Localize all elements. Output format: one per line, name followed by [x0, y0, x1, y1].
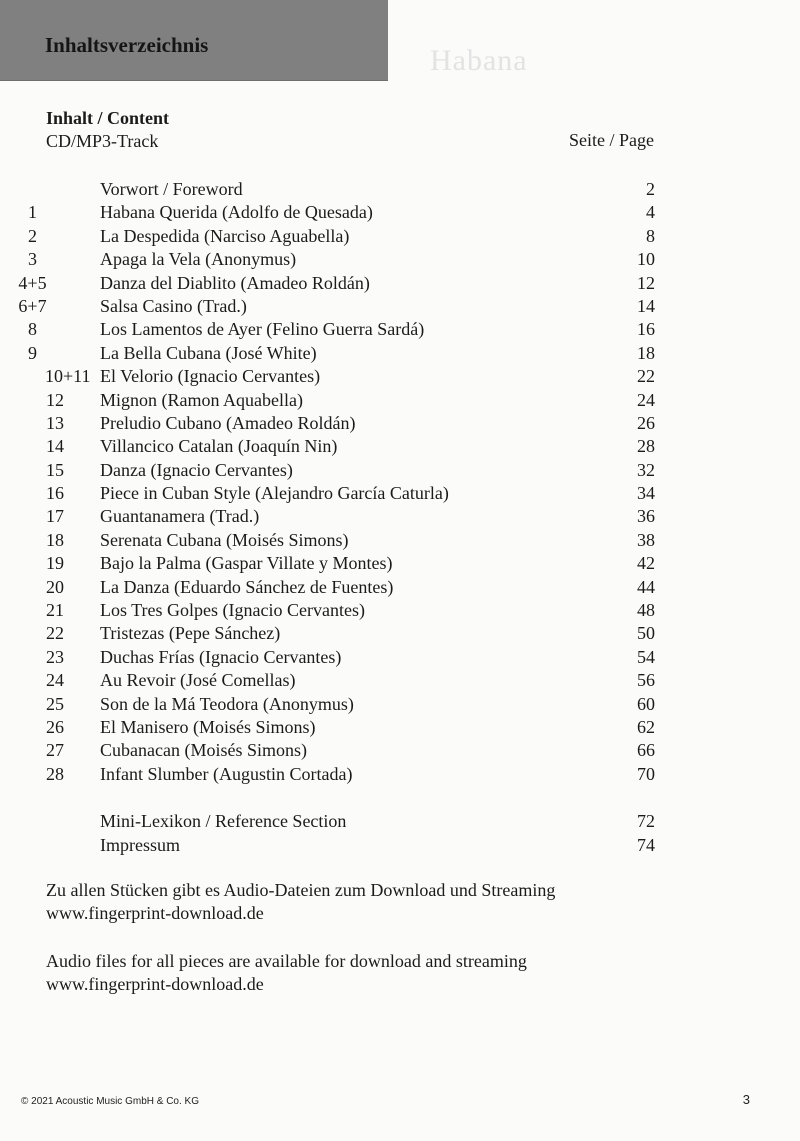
entry-title: El Manisero (Moisés Simons) — [100, 716, 316, 737]
toc-entry — [0, 552, 800, 575]
track-number: 16 — [46, 483, 64, 504]
entry-title: Infant Slumber (Augustin Cortada) — [100, 763, 353, 784]
toc-list — [0, 178, 800, 857]
entry-page: 72 — [637, 811, 655, 832]
track-number: 17 — [46, 506, 64, 527]
entry-page: 34 — [637, 483, 655, 504]
toc-entry — [0, 810, 800, 833]
toc-entry — [0, 716, 800, 739]
note-english-url[interactable]: www.fingerprint-download.de — [46, 974, 264, 994]
track-number: 10+11 — [45, 366, 91, 387]
toc-entry — [0, 505, 800, 528]
track-number: 24 — [46, 670, 64, 691]
entry-page: 66 — [637, 740, 655, 761]
entry-page: 26 — [637, 412, 655, 433]
track-column-header: CD/MP3-Track — [46, 131, 159, 151]
entry-page: 10 — [637, 249, 655, 270]
entry-title: La Bella Cubana (José White) — [100, 342, 317, 363]
entry-page: 42 — [637, 553, 655, 574]
entry-title: La Danza (Eduardo Sánchez de Fuentes) — [100, 576, 394, 597]
toc-entry — [0, 834, 800, 857]
note-english — [46, 950, 527, 996]
entry-page: 22 — [637, 366, 655, 387]
toc-entry — [0, 365, 800, 388]
entry-title: Vorwort / Foreword — [100, 179, 243, 199]
copyright-notice: © 2021 Acoustic Music GmbH & Co. KG — [21, 1096, 199, 1107]
toc-entry — [0, 576, 800, 599]
page-title: Inhaltsverzeichnis — [45, 33, 209, 57]
entry-title: Duchas Frías (Ignacio Cervantes) — [100, 646, 342, 667]
entry-page: 12 — [637, 272, 655, 293]
entry-title: Guantanamera (Trad.) — [100, 506, 260, 527]
entry-page: 38 — [637, 529, 655, 550]
entry-page: 56 — [637, 670, 655, 691]
track-number: 14 — [46, 436, 64, 457]
entry-page: 14 — [637, 295, 655, 316]
entry-title: Son de la Má Teodora (Anonymus) — [100, 693, 354, 714]
toc-entry — [0, 529, 800, 552]
toc-entry — [0, 178, 800, 201]
entry-page: 54 — [637, 646, 655, 667]
toc-entry — [0, 412, 800, 435]
entry-page: 44 — [637, 576, 655, 597]
entry-page: 36 — [637, 506, 655, 527]
entry-page: 50 — [637, 623, 655, 644]
track-number: 25 — [46, 693, 64, 714]
entry-title: Mignon (Ramon Aquabella) — [100, 389, 303, 410]
entry-title: Danza (Ignacio Cervantes) — [100, 459, 293, 480]
entry-title: Villancico Catalan (Joaquín Nin) — [100, 436, 338, 457]
bleed-through-text: Habana — [430, 44, 528, 77]
toc-entry — [0, 646, 800, 669]
toc-entry — [0, 248, 800, 271]
entry-title: Salsa Casino (Trad.) — [100, 295, 247, 316]
track-number: 19 — [46, 553, 64, 574]
track-number: 23 — [46, 646, 64, 667]
entry-page: 62 — [637, 716, 655, 737]
entry-title: Mini-Lexikon / Reference Section — [100, 811, 347, 832]
toc-entry — [0, 763, 800, 786]
note-german — [46, 879, 555, 925]
toc-entry — [0, 225, 800, 248]
entry-title: Bajo la Palma (Gaspar Villate y Montes) — [100, 553, 393, 574]
toc-entry — [0, 622, 800, 645]
toc-entry — [0, 272, 800, 295]
entry-title: Piece in Cuban Style (Alejandro García Caturla) — [100, 483, 449, 504]
toc-entry — [0, 342, 800, 365]
track-number: 3 — [28, 249, 37, 270]
toc-entry — [0, 459, 800, 482]
entry-page: 16 — [637, 319, 655, 340]
entry-page: 8 — [646, 225, 655, 246]
page-number: 3 — [742, 1092, 750, 1107]
track-number: 27 — [46, 740, 64, 761]
page-column-header: Seite / Page — [569, 130, 654, 150]
track-number: 15 — [46, 459, 64, 480]
track-number: 9 — [28, 342, 37, 363]
note-english-text: Audio files for all pieces are available for download and streaming — [46, 951, 527, 971]
entry-title: Danza del Diablito (Amadeo Roldán) — [100, 272, 370, 293]
track-number: 2 — [28, 225, 37, 246]
entry-title: Apaga la Vela (Anonymus) — [100, 249, 297, 270]
track-number: 22 — [46, 623, 64, 644]
track-number: 20 — [46, 576, 64, 597]
track-number: 8 — [28, 319, 37, 340]
entry-page: 2 — [646, 179, 655, 199]
toc-entry — [0, 739, 800, 762]
track-number: 4+5 — [18, 272, 47, 293]
toc-entry — [0, 599, 800, 622]
track-number: 18 — [46, 529, 64, 550]
entry-title: Tristezas (Pepe Sánchez) — [100, 623, 281, 644]
toc-entry — [0, 201, 800, 224]
toc-entry — [0, 295, 800, 318]
toc-entry — [0, 669, 800, 692]
note-german-text: Zu allen Stücken gibt es Audio-Dateien zum Download und Streaming — [46, 880, 556, 900]
entry-page: 48 — [637, 600, 655, 621]
entry-title: Cubanacan (Moisés Simons) — [100, 740, 307, 761]
entry-page: 70 — [637, 763, 655, 784]
entry-title: El Velorio (Ignacio Cervantes) — [100, 366, 321, 387]
entry-page: 32 — [637, 459, 655, 480]
entry-page: 74 — [637, 834, 655, 855]
note-german-url[interactable]: www.fingerprint-download.de — [46, 903, 264, 923]
toc-entry — [0, 389, 800, 412]
track-number: 21 — [46, 600, 64, 621]
entry-page: 60 — [637, 693, 655, 714]
track-number: 6+7 — [18, 295, 47, 316]
track-number: 26 — [46, 716, 64, 737]
entry-page: 24 — [637, 389, 655, 410]
track-number: 28 — [46, 763, 64, 784]
entry-title: Serenata Cubana (Moisés Simons) — [100, 529, 349, 550]
entry-page: 18 — [637, 342, 655, 363]
entry-title: Habana Querida (Adolfo de Quesada) — [100, 202, 373, 223]
toc-entry — [0, 693, 800, 716]
entry-title: Impressum — [100, 834, 180, 855]
track-number: 13 — [46, 412, 64, 433]
entry-page: 28 — [637, 436, 655, 457]
toc-section-title: Inhalt / Content — [46, 108, 170, 128]
entry-title: La Despedida (Narciso Aguabella) — [100, 225, 350, 246]
toc-entry — [0, 318, 800, 341]
entry-title: Preludio Cubano (Amadeo Roldán) — [100, 412, 356, 433]
entry-title: Los Lamentos de Ayer (Felino Guerra Sardá) — [100, 319, 425, 340]
track-number: 1 — [28, 202, 37, 223]
entry-page: 4 — [646, 202, 655, 223]
track-number: 12 — [46, 389, 64, 410]
entry-title: Au Revoir (José Comellas) — [100, 670, 296, 691]
toc-entry — [0, 482, 800, 505]
entry-title: Los Tres Golpes (Ignacio Cervantes) — [100, 600, 365, 621]
toc-spacer — [0, 786, 800, 810]
toc-entry — [0, 435, 800, 458]
